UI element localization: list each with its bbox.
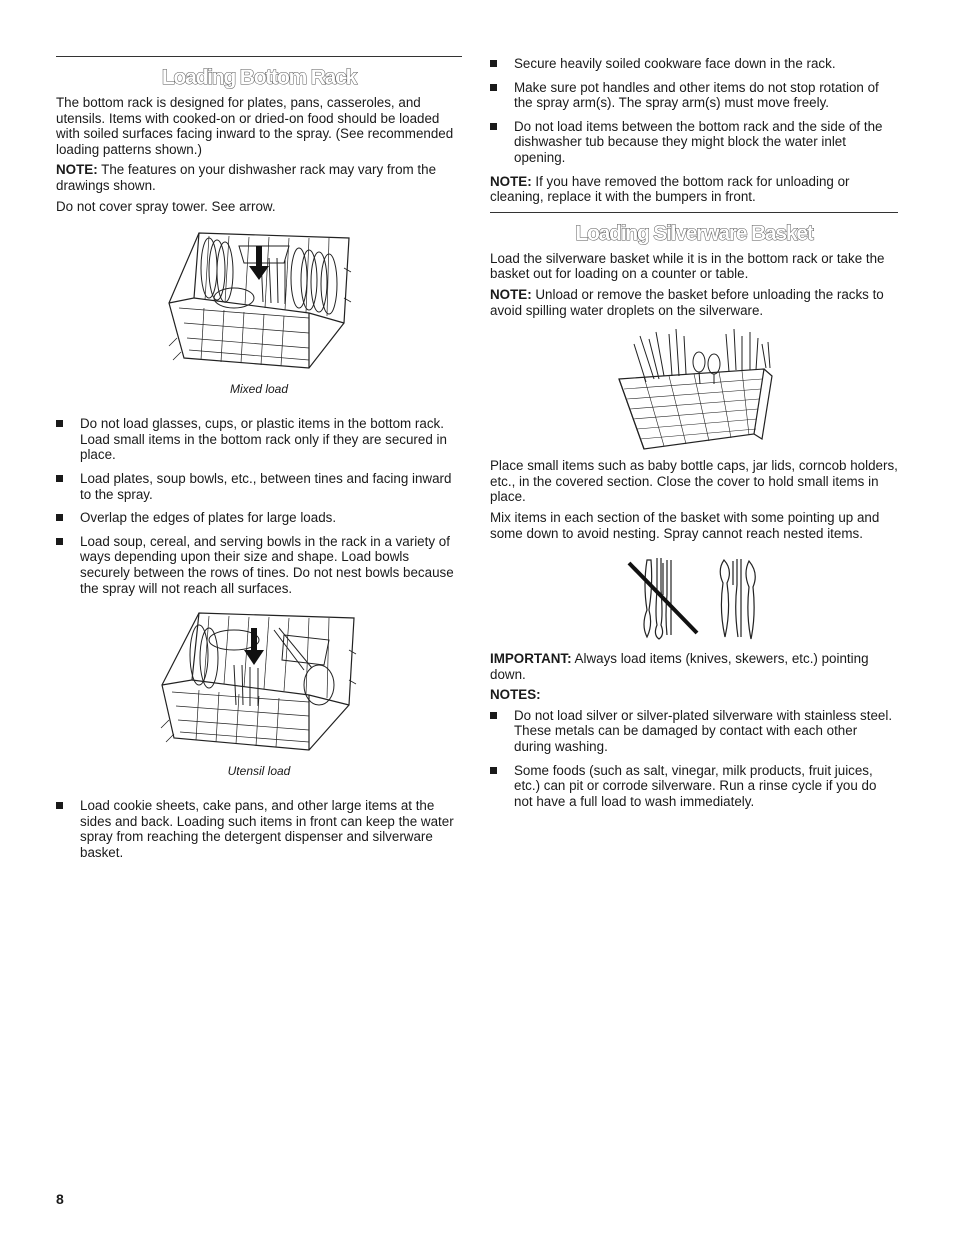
bullet-icon — [490, 84, 497, 91]
section-rule — [490, 212, 898, 213]
note-text: The features on your dishwasher rack may vary from the drawings shown. — [56, 162, 437, 193]
left-column — [56, 56, 462, 868]
figure-caption-mixed-load: Mixed load — [229, 382, 289, 397]
large-items-bullets — [56, 798, 462, 860]
bullet-icon — [490, 712, 497, 719]
note-text: Unload or remove the basket before unloading the racks to avoid spilling water droplets on the silverware. — [490, 286, 884, 318]
important-label: IMPORTANT: — [490, 651, 572, 667]
list-item: Load cookie sheets, cake pans, and other large items at the sides and back. Loading such items in front can keep the water spray from reaching the detergent dispenser and silverware basket. — [56, 798, 462, 860]
figure-caption-utensil-load: Utensil load — [227, 764, 291, 779]
note-label: NOTE: — [490, 173, 532, 189]
cookware-bullets — [490, 56, 898, 166]
list-item: Make sure pot handles and other items do not stop rotation of the spray arm(s). The spray arm(s) must move freely. — [490, 80, 898, 111]
list-item: Load soup, cereal, and serving bowls in the rack in a variety of ways depending upon their size and shape. Load bowls securely between the rows of tines. Do not nest bowls because the spray will not reach all surfaces. — [56, 534, 462, 596]
bullet-icon — [56, 514, 63, 521]
section-title-silverware-basket: Loading Silverware Basket — [575, 221, 813, 245]
silverware-orientation-illustration — [619, 555, 769, 641]
bullet-icon — [490, 123, 497, 130]
bullet-icon — [56, 802, 63, 809]
unload-note — [490, 287, 898, 318]
important-text: Always load items (knives, skewers, etc.) pointing down. — [490, 651, 869, 682]
bullet-icon — [56, 420, 63, 427]
section-rule — [56, 56, 462, 57]
note-label: NOTE: — [490, 286, 532, 302]
list-item: Do not load glasses, cups, or plastic items in the bottom rack. Load small items in the bottom rack only if they are secured in place. — [56, 416, 462, 463]
bottom-rack-bullets — [56, 416, 462, 596]
silverware-basket-illustration — [614, 324, 774, 452]
spray-tower-instruction: Do not cover spray tower. See arrow. — [56, 198, 276, 214]
list-item: Secure heavily soiled cookware face down in the rack. — [490, 56, 898, 72]
mixed-load-illustration — [159, 228, 359, 378]
bullet-icon — [490, 767, 497, 774]
list-item: Overlap the edges of plates for large loads. — [56, 510, 462, 526]
silverware-intro: Load the silverware basket while it is in the bottom rack or take the basket out for loading on a counter or table. — [490, 250, 885, 282]
note-label: NOTE: — [56, 162, 98, 178]
section-title-bottom-rack: Loading Bottom Rack — [161, 66, 357, 89]
mix-items-paragraph: Mix items in each section of the basket with some pointing up and some down to avoid nesting. Spray cannot reach nested items. — [490, 509, 880, 541]
page-number: 8 — [56, 1191, 64, 1207]
small-items-paragraph: Place small items such as baby bottle caps, jar lids, corncob holders, etc., in the covered section. Close the cover to hold small items in place. — [490, 458, 898, 505]
bullet-icon — [490, 60, 497, 67]
rack-note — [56, 162, 462, 193]
bullet-icon — [56, 538, 63, 545]
notes-heading: NOTES: — [490, 687, 541, 703]
important-paragraph — [490, 651, 898, 682]
bumpers-note — [490, 174, 898, 205]
right-column — [490, 56, 898, 817]
list-item: Load plates, soup bowls, etc., between tines and facing inward to the spray. — [56, 471, 462, 502]
list-item: Do not load silver or silver-plated silverware with stainless steel. These metals can be damaged by contact with each other during washing. — [490, 708, 898, 755]
notes-bullets — [490, 708, 898, 810]
bullet-icon — [56, 475, 63, 482]
utensil-load-illustration — [154, 610, 364, 760]
list-item: Some foods (such as salt, vinegar, milk products, fruit juices, etc.) can pit or corrode silverware. Run a rinse cycle if you do not have a full load to wash immediately. — [490, 763, 898, 810]
bottom-rack-intro: The bottom rack is designed for plates, pans, casseroles, and utensils. Items with cooked-on or dried-on food should be loaded with soiled surfaces facing inward to the spray. (See recommended loading patterns shown.) — [56, 95, 454, 157]
note-text: If you have removed the bottom rack for unloading or cleaning, replace it with the bumpers in front. — [490, 173, 850, 205]
list-item: Do not load items between the bottom rack and the side of the dishwasher tub because they might block the water inlet opening. — [490, 119, 898, 166]
